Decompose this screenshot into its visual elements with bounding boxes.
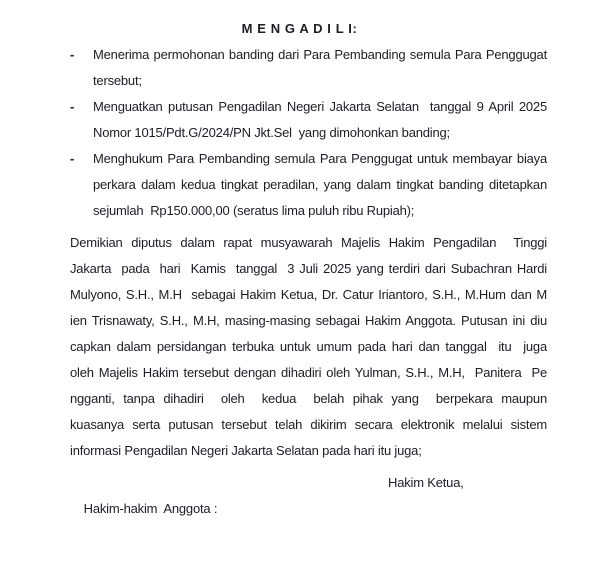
ruling-line: Menerima permohonan banding dari Para Pembanding semula Para Penggugat xyxy=(93,47,547,62)
chief-judge-label: Hakim Ketua, xyxy=(388,475,464,490)
ruling-item xyxy=(70,42,547,94)
ruling-item xyxy=(70,94,547,146)
closing-line: Mulyono, S.H., M.H sebagai Hakim Ketua, Dr. Catur Iriantoro, S.H., M.Hum dan M xyxy=(70,287,547,302)
bullet-dash: - xyxy=(70,47,75,62)
closing-line: oleh Majelis Hakim tersebut dengan dihadiri oleh Yulman, S.H., M.H, Panitera Pe xyxy=(70,365,547,380)
ruling-line: tersebut; xyxy=(93,73,142,88)
ruling-line: Menghukum Para Pembanding semula Para Penggugat untuk membayar biaya xyxy=(93,151,547,166)
closing-line: ien Trisnawaty, S.H., M.H, masing-masing sebagai Hakim Anggota. Putusan ini diu xyxy=(70,313,547,328)
rulings-list xyxy=(70,42,547,224)
ruling-line: Nomor 1015/Pdt.G/2024/PN Jkt.Sel yang dimohonkan banding; xyxy=(93,125,450,140)
ruling-line: Menguatkan putusan Pengadilan Negeri Jakarta Selatan tanggal 9 April 2025 xyxy=(93,99,547,114)
judges-members-label: Hakim-hakim Anggota : xyxy=(83,501,218,516)
ruling-text xyxy=(93,42,547,94)
bullet-dash: - xyxy=(70,151,75,166)
closing-paragraph xyxy=(70,230,547,464)
ruling-item xyxy=(70,146,547,224)
closing-line: Jakarta pada hari Kamis tanggal 3 Juli 2025 yang terdiri dari Subachran Hardi xyxy=(70,261,547,276)
ruling-line: perkara dalam kedua tingkat peradilan, yang dalam tingkat banding ditetapkan xyxy=(93,177,547,192)
closing-line: informasi Pengadilan Negeri Jakarta Selatan pada hari itu juga; xyxy=(70,443,422,458)
ruling-line: sejumlah Rp150.000,00 (seratus lima puluh ribu Rupiah); xyxy=(93,203,415,218)
closing-line: capkan dalam persidangan terbuka untuk umum pada hari dan tanggal itu juga xyxy=(70,339,547,354)
closing-line: kuasanya serta putusan tersebut telah dikirim secara elektronik melalui sistem xyxy=(70,417,547,432)
ruling-text xyxy=(93,146,547,224)
signature-row xyxy=(70,470,547,516)
closing-line: ngganti, tanpa dihadiri oleh kedua belah pihak yang berpekara maupun xyxy=(70,391,547,406)
closing-line: Demikian diputus dalam rapat musyawarah Majelis Hakim Pengadilan Tinggi xyxy=(70,235,547,250)
bullet-dash: - xyxy=(70,99,75,114)
ruling-text xyxy=(93,94,547,146)
section-heading-mengadili: M E N G A D I L I: xyxy=(241,21,358,36)
